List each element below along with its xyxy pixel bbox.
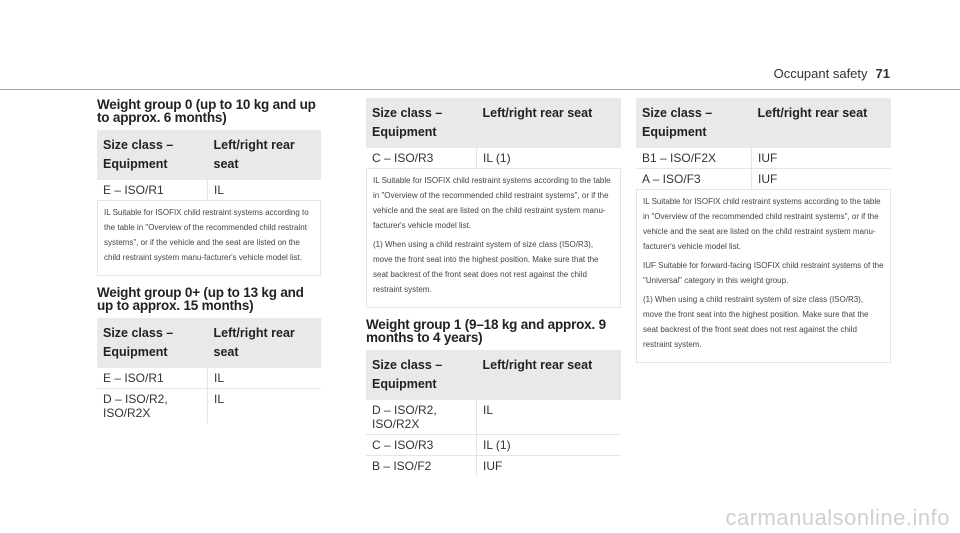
header-size-class: Size class – Equipment: [97, 318, 208, 368]
watermark: carmanualsonline.info: [725, 505, 950, 530]
page-header: [774, 66, 890, 81]
table-row: [636, 169, 891, 190]
table-row: [366, 456, 621, 477]
table-row: [366, 435, 621, 456]
size-class-cell: D – ISO/R2, ISO/R2X: [366, 400, 477, 435]
note-paragraph: IL Suitable for ISOFIX child restraint systems according to the table in "Overview of the recommended child restraint systems", or if the vehicle and the seat are listed on the child restraint system manu-facturer's vehicle model list.: [643, 197, 881, 251]
group-0plus-notes: [366, 169, 621, 308]
table-row: [366, 400, 621, 435]
section-title: Occupant safety: [773, 66, 868, 81]
header-size-class: Size class – Equipment: [636, 98, 752, 148]
note-paragraph: IL Suitable for ISOFIX child restraint systems according to the table in "Overview of the recommended child restraint systems", or if the vehicle and the seat are listed on the child restraint system manu-facturer's vehicle model list.: [373, 176, 611, 230]
size-class-cell: B1 – ISO/F2X: [636, 148, 752, 169]
group-0-notes: [97, 201, 321, 276]
size-class-cell: A – ISO/F3: [636, 169, 752, 190]
group-0plus-table-cont: [366, 98, 621, 169]
column-3: [636, 98, 891, 363]
table-header-row: [366, 350, 621, 400]
seat-cell: IL (1): [477, 148, 622, 169]
size-class-cell: B – ISO/F2: [366, 456, 477, 477]
page-number: 71: [875, 66, 890, 81]
table-row: [97, 389, 321, 424]
column-2: [366, 98, 621, 476]
header-seat: Left/right rear seat: [208, 130, 322, 180]
table-header-row: [366, 98, 621, 148]
header-size-class: Size class – Equipment: [366, 98, 477, 148]
table-row: [636, 148, 891, 169]
seat-cell: IUF: [752, 148, 892, 169]
seat-cell: IL: [477, 400, 622, 435]
note-paragraph: IL Suitable for ISOFIX child restraint systems according to the table in "Overview of the recommended child restraint systems", or if the vehicle and the seat are listed on the child restraint system manu-facturer's vehicle model list.: [104, 208, 309, 262]
size-class-cell: D – ISO/R2, ISO/R2X: [97, 389, 208, 424]
table-row: [97, 368, 321, 389]
column-1: [97, 98, 321, 423]
header-size-class: Size class – Equipment: [97, 130, 208, 180]
seat-cell: IUF: [483, 459, 503, 473]
size-class-cell: E – ISO/R1: [97, 368, 208, 389]
table-header-row: [97, 130, 321, 180]
header-seat: Left/right rear seat: [208, 318, 322, 368]
table-header-row: [636, 98, 891, 148]
size-class-cell: C – ISO/R3: [366, 148, 477, 169]
seat-cell: IL (1): [477, 435, 622, 456]
table-row: [97, 180, 321, 201]
header-seat: Left/right rear seat: [752, 98, 892, 148]
size-class-cell: C – ISO/R3: [366, 435, 477, 456]
group-1-table-cont: [636, 98, 891, 190]
group-0-title: Weight group 0 (up to 10 kg and up to approx. 6 months): [97, 97, 316, 125]
note-paragraph: (1) When using a child restraint system of size class (ISO/R3), move the front seat into the highest position. Make sure that the seat backrest of the front seat does not rest against the child restraint system.: [373, 240, 599, 294]
seat-cell: IL: [214, 392, 225, 406]
group-0-table: [97, 130, 321, 201]
header-seat: Left/right rear seat: [477, 350, 622, 400]
header-seat: Left/right rear seat: [477, 98, 622, 148]
group-1-title: Weight group 1 (9–18 kg and approx. 9 months to 4 years): [366, 317, 606, 345]
group-1-table: [366, 350, 621, 476]
header-rule: [0, 89, 960, 90]
seat-cell: IUF: [752, 169, 892, 190]
table-row: [366, 148, 621, 169]
table-header-row: [97, 318, 321, 368]
group-0plus-title: Weight group 0+ (up to 13 kg and up to approx. 15 months): [97, 285, 304, 313]
seat-cell: IL: [208, 180, 322, 201]
header-size-class: Size class – Equipment: [366, 350, 477, 400]
seat-cell: IL: [208, 368, 322, 389]
group-1-notes: [636, 190, 891, 363]
size-class-cell: E – ISO/R1: [97, 180, 208, 201]
note-paragraph: (1) When using a child restraint system of size class (ISO/R3), move the front seat into the highest position. Make sure that the seat backrest of the front seat does not rest against the child restraint system.: [643, 295, 869, 349]
note-paragraph: IUF Suitable for forward-facing ISOFIX child restraint systems of the "Universal" category in this weight group.: [643, 261, 884, 285]
group-0plus-table: [97, 318, 321, 423]
